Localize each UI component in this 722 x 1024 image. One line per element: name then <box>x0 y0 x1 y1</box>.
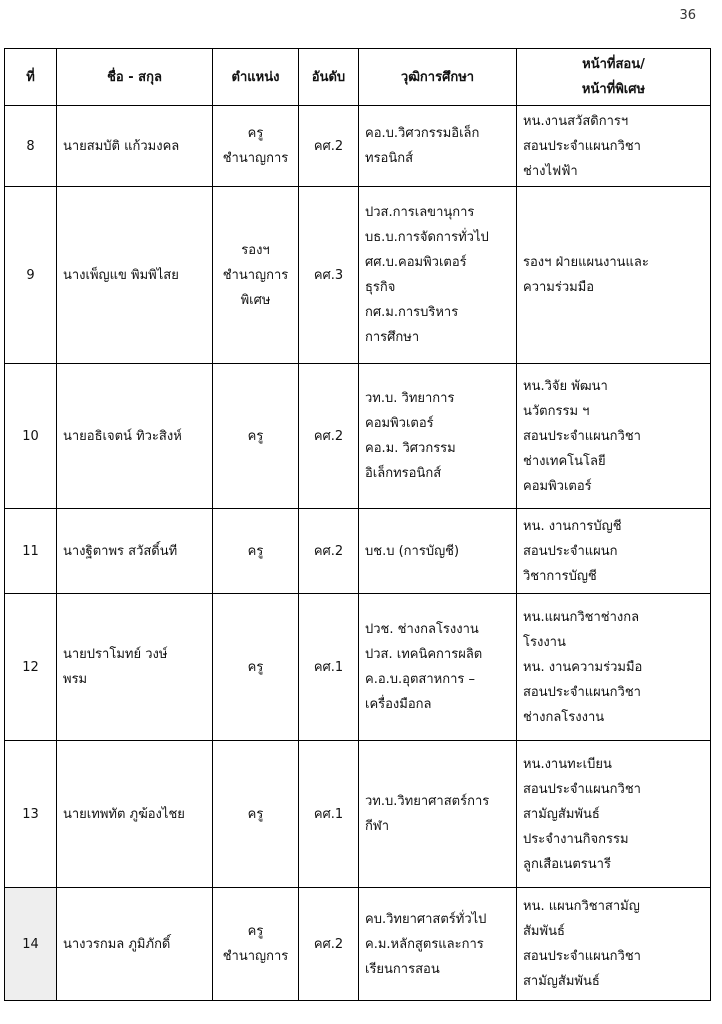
cell-education-line: กศ.ม.การบริหาร <box>365 305 459 320</box>
table-row <box>5 187 711 364</box>
cell-name <box>57 364 213 509</box>
cell-position-line: รองฯ <box>241 242 270 258</box>
cell-position <box>213 187 299 364</box>
cell-education-line: อิเล็กทรอนิกส์ <box>365 466 442 481</box>
cell-education-line: ค.ม.หลักสูตรและการ <box>365 936 484 952</box>
cell-duty-line: ช่างไฟฟ้า <box>523 163 578 179</box>
cell-education-line: ปวส. เทคนิคการผลิต <box>365 647 483 662</box>
cell-education <box>359 187 517 364</box>
table-row <box>5 888 711 1001</box>
cell-position <box>213 741 299 888</box>
cell-education-line: บธ.บ.การจัดการทั่วไป <box>365 230 489 245</box>
cell-education-line: ทรอนิกส์ <box>365 151 414 166</box>
cell-duty <box>517 741 711 888</box>
cell-duty <box>517 364 711 509</box>
cell-duty-line: ความร่วมมือ <box>523 280 595 295</box>
cell-duty-line: สามัญสัมพันธ์ <box>523 974 600 989</box>
cell-position-line: ชำนาญการ <box>222 267 289 283</box>
table-row <box>5 594 711 741</box>
cell-duty-line: หน.แผนกวิชาช่างกล <box>523 609 640 625</box>
cell-education <box>359 888 517 1001</box>
cell-name-line: นางเพ็ญแข พิมพิไสย <box>63 267 179 283</box>
cell-name <box>57 509 213 594</box>
cell-name <box>57 594 213 741</box>
header-education: วุฒิการศึกษา <box>359 49 517 106</box>
cell-name-line: นายสมบัติ แก้วมงคล <box>63 138 180 154</box>
cell-education-line: ค.อ.บ.อุตสาหการ – <box>365 672 475 687</box>
cell-duty-line: สามัญสัมพันธ์ <box>523 806 600 822</box>
cell-duty-line: หน. งานการบัญชี <box>523 518 622 534</box>
cell-duty-line: รองฯ ฝ่ายแผนงานและ <box>523 255 649 270</box>
cell-duty-line: หน.งานทะเบียน <box>523 756 612 772</box>
cell-position <box>213 888 299 1001</box>
cell-duty-line: ประจำงานกิจกรรม <box>523 831 629 847</box>
cell-duty-line: วิชาการบัญชี <box>523 568 597 584</box>
cell-position-line: ครู <box>247 428 264 444</box>
cell-position <box>213 594 299 741</box>
cell-education-line: เครื่องมือกล <box>365 697 432 712</box>
staff-table <box>4 48 711 1001</box>
cell-education-line: บช.บ (การบัญชี) <box>365 543 460 559</box>
cell-position-line: ครู <box>247 126 264 141</box>
cell-duty-line: สอนประจำแผนกวิชา <box>523 949 641 964</box>
header-duty <box>517 49 711 106</box>
cell-duty-line: หน.งานสวัสดิการฯ <box>523 113 629 129</box>
cell-name-line: นางวรกมล ภูมิภักดิ์ <box>63 936 171 952</box>
cell-education-line: กีฬา <box>365 819 390 834</box>
cell-rank: คศ.1 <box>299 741 359 888</box>
cell-education <box>359 741 517 888</box>
cell-education-line: การศึกษา <box>365 330 420 345</box>
cell-name <box>57 106 213 187</box>
cell-duty <box>517 594 711 741</box>
cell-education-line: ธุรกิจ <box>365 280 396 295</box>
cell-duty-line: นวัตกรรม ฯ <box>523 403 590 419</box>
header-name: ชื่อ - สกุล <box>57 49 213 106</box>
table-row <box>5 106 711 187</box>
cell-num: 10 <box>5 364 57 509</box>
cell-education-line: คอมพิวเตอร์ <box>365 416 434 431</box>
cell-education-line: วท.บ. วิทยาการ <box>365 391 455 406</box>
cell-num: 11 <box>5 509 57 594</box>
cell-duty-line: หน. งานความร่วมมือ <box>523 659 643 675</box>
cell-name <box>57 187 213 364</box>
cell-name <box>57 888 213 1001</box>
header-num: ที่ <box>5 49 57 106</box>
cell-rank: คศ.1 <box>299 594 359 741</box>
table-body <box>5 106 711 1001</box>
cell-num: 8 <box>5 106 57 187</box>
cell-education-line: ศศ.บ.คอมพิวเตอร์ <box>365 255 467 270</box>
cell-education <box>359 106 517 187</box>
cell-duty-line: สอนประจำแผนกวิชา <box>523 138 641 154</box>
cell-duty-line: ลูกเสือเนตรนารี <box>523 856 611 872</box>
cell-rank: คศ.2 <box>299 364 359 509</box>
table-header-row <box>5 49 711 106</box>
cell-name-line: นายอธิเจตน์ ทิวะสิงห์ <box>63 428 182 444</box>
cell-name-line: นางฐิตาพร สวัสดิ์นที <box>63 543 178 559</box>
cell-rank: คศ.3 <box>299 187 359 364</box>
cell-position <box>213 106 299 187</box>
header-duty-line-1: หน้าที่สอน/ <box>582 57 645 72</box>
cell-education-line: ปวส.การเลขานุการ <box>365 205 475 220</box>
cell-duty <box>517 888 711 1001</box>
cell-rank: คศ.2 <box>299 509 359 594</box>
cell-position-line: ครู <box>247 659 264 675</box>
cell-duty-line: สัมพันธ์ <box>523 924 565 939</box>
table-row <box>5 364 711 509</box>
cell-duty-line: ช่างเทคโนโลยี <box>523 453 606 469</box>
cell-name-line: นายปราโมทย์ วงษ์ <box>63 647 168 662</box>
cell-position <box>213 364 299 509</box>
page-number: 36 <box>679 8 696 23</box>
cell-duty-line: สอนประจำแผนกวิชา <box>523 428 641 444</box>
cell-position <box>213 509 299 594</box>
cell-education <box>359 364 517 509</box>
cell-position-line: ครู <box>247 924 264 939</box>
cell-duty-line: หน. แผนกวิชาสามัญ <box>523 899 640 914</box>
cell-rank: คศ.2 <box>299 888 359 1001</box>
cell-duty <box>517 509 711 594</box>
cell-education <box>359 509 517 594</box>
cell-num: 9 <box>5 187 57 364</box>
cell-education <box>359 594 517 741</box>
cell-name-line: พรม <box>63 672 88 687</box>
cell-education-line: คบ.วิทยาศาสตร์ทั่วไป <box>365 911 487 927</box>
cell-position-line: ชำนาญการ <box>222 151 289 166</box>
header-duty-line-2: หน้าที่พิเศษ <box>581 82 646 97</box>
cell-education-line: วท.บ.วิทยาศาสตร์การ <box>365 794 490 809</box>
cell-rank: คศ.2 <box>299 106 359 187</box>
cell-duty <box>517 106 711 187</box>
cell-position-line: ครู <box>247 806 264 822</box>
table-row <box>5 741 711 888</box>
header-position: ตำแหน่ง <box>213 49 299 106</box>
cell-duty-line: ช่างกลโรงงาน <box>523 709 605 725</box>
cell-education-line: คอ.บ.วิศวกรรมอิเล็ก <box>365 126 480 141</box>
cell-num: 13 <box>5 741 57 888</box>
cell-education-line: ปวช. ช่างกลโรงงาน <box>365 622 479 637</box>
cell-education-line: เรียนการสอน <box>365 961 440 977</box>
cell-name-line: นายเทพทัต ภูฆ้องไชย <box>63 806 185 822</box>
cell-duty <box>517 187 711 364</box>
cell-duty-line: สอนประจำแผนกวิชา <box>523 684 641 700</box>
cell-position-line: พิเศษ <box>240 292 271 308</box>
cell-duty-line: สอนประจำแผนกวิชา <box>523 781 641 797</box>
header-rank: อันดับ <box>299 49 359 106</box>
cell-num: 12 <box>5 594 57 741</box>
cell-duty-line: โรงงาน <box>523 634 566 650</box>
cell-duty-line: หน.วิจัย พัฒนา <box>523 378 608 394</box>
cell-duty-line: สอนประจำแผนก <box>523 543 618 559</box>
table-row <box>5 509 711 594</box>
cell-position-line: ครู <box>247 543 264 559</box>
cell-position-line: ชำนาญการ <box>222 949 289 964</box>
cell-name <box>57 741 213 888</box>
cell-education-line: คอ.ม. วิศวกรรม <box>365 441 456 456</box>
cell-duty-line: คอมพิวเตอร์ <box>523 478 592 494</box>
cell-num: 14 <box>5 888 57 1001</box>
